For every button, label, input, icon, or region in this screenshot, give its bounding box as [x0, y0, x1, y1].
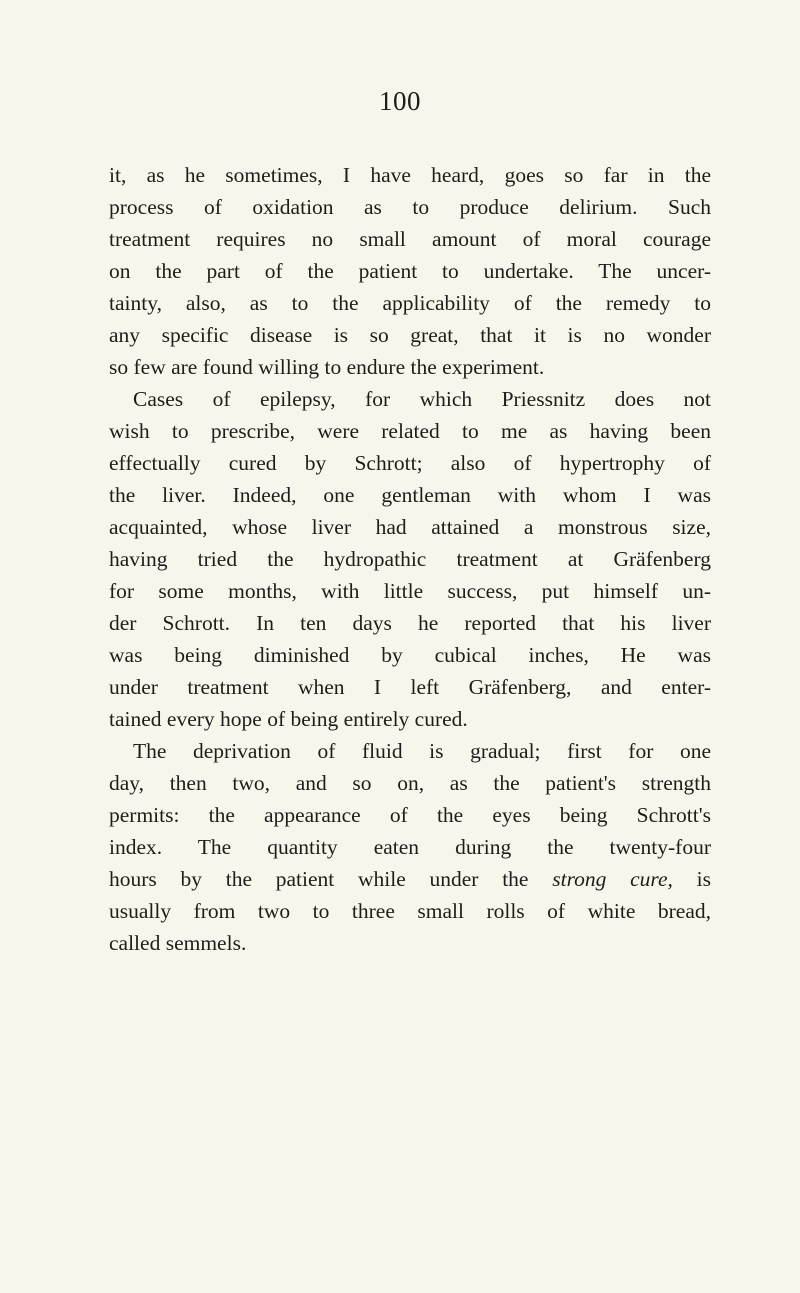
text-line: day, then two, and so on, as the patient's strength: [109, 771, 711, 795]
paragraph-start-line: Cases of epilepsy, for which Priessnitz does not: [133, 387, 711, 411]
text-line: for some months, with little success, put himself un-: [109, 579, 711, 603]
text-segment: hours by the patient while under the: [109, 867, 529, 891]
text-line: acquainted, whose liver had attained a monstrous size,: [109, 515, 711, 539]
text-line: called semmels.: [109, 931, 247, 955]
text-line: was being diminished by cubical inches, He was: [109, 643, 711, 667]
italic-phrase: strong cure,: [552, 867, 673, 891]
text-line: tained every hope of being entirely cured.: [109, 707, 468, 731]
text-line: der Schrott. In ten days he reported that his liver: [109, 611, 711, 635]
text-line-with-italic: [109, 863, 711, 895]
text-line: under treatment when I left Gräfenberg, and enter-: [109, 675, 711, 699]
text-line: index. The quantity eaten during the twenty-four: [109, 835, 711, 859]
text-line: it, as he sometimes, I have heard, goes so far in the: [109, 163, 711, 187]
text-line: wish to prescribe, were related to me as having been: [109, 419, 711, 443]
text-line: any specific disease is so great, that it is no wonder: [109, 323, 711, 347]
text-line: usually from two to three small rolls of white bread,: [109, 899, 711, 923]
text-line: the liver. Indeed, one gentleman with whom I was: [109, 483, 711, 507]
text-segment: is: [696, 867, 712, 891]
paragraph-start-line: The deprivation of fluid is gradual; first for one: [133, 739, 711, 763]
text-line: on the part of the patient to undertake. The uncer-: [109, 259, 711, 283]
text-line: so few are found willing to endure the experiment.: [109, 355, 545, 379]
text-line: permits: the appearance of the eyes being Schrott's: [109, 803, 711, 827]
text-line: treatment requires no small amount of moral courage: [109, 227, 711, 251]
text-line: effectually cured by Schrott; also of hypertrophy of: [109, 451, 711, 475]
text-line: having tried the hydropathic treatment at Gräfenberg: [109, 547, 711, 571]
page-number: 100: [379, 86, 421, 116]
body-text: [109, 159, 711, 959]
text-line: process of oxidation as to produce delirium. Such: [109, 195, 711, 219]
text-line: tainty, also, as to the applicability of the remedy to: [109, 291, 711, 315]
